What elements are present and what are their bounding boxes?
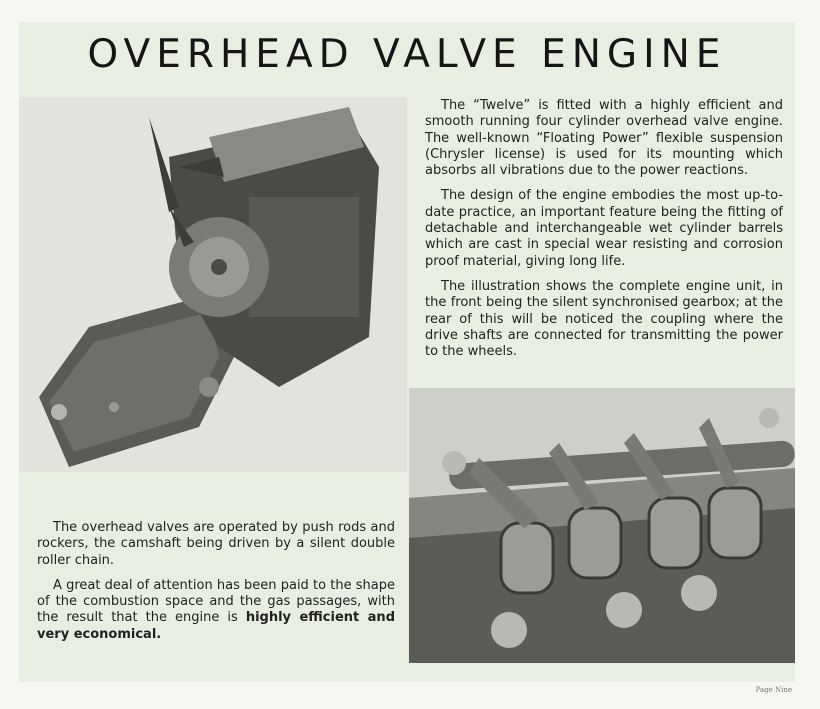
valve-gear-photo: [409, 388, 795, 663]
page-number: Page Nine: [755, 686, 792, 694]
page-title: OVERHEAD VALVE ENGINE: [87, 32, 727, 77]
highly-efficient-emphasis: highly efficient and very economical.: [37, 610, 395, 642]
paragraph-illustration: The illustration shows the complete engine unit, in the front being the silent synchronised gearbox; at the rear of this will be noticed the coupling where the drive shafts are connected for transmitting the power to the wheels.: [425, 278, 783, 360]
paragraph-twelve-engine: The “Twelve” is fitted with a highly efficient and smooth running four cylinder overhead valve engine. The well-known “Floating Power” flexible suspension (Chrysler license) is used for its mounting which absorbs all vibrations due to the power reactions.: [425, 98, 783, 179]
left-text-column: [37, 520, 395, 652]
paragraph-overhead-valves: The overhead valves are operated by push rods and rockers, the camshaft being driven by a silent double roller chain.: [37, 520, 395, 568]
right-text-column: [425, 98, 783, 369]
engine-photo: [19, 97, 407, 472]
paragraph-engine-design: The design of the engine embodies the most up-to-date practice, an important feature being the fitting of detachable and interchangeable wet cylinder barrels which are cast in special wear resisting and corrosion proof material, giving long life.: [425, 188, 783, 269]
paragraph-combustion-space: [37, 578, 395, 643]
paragraph-combustion-text: A great deal of attention has been paid to the shape of the combustion space and the gas passages, with the result that the engine is: [37, 577, 395, 626]
